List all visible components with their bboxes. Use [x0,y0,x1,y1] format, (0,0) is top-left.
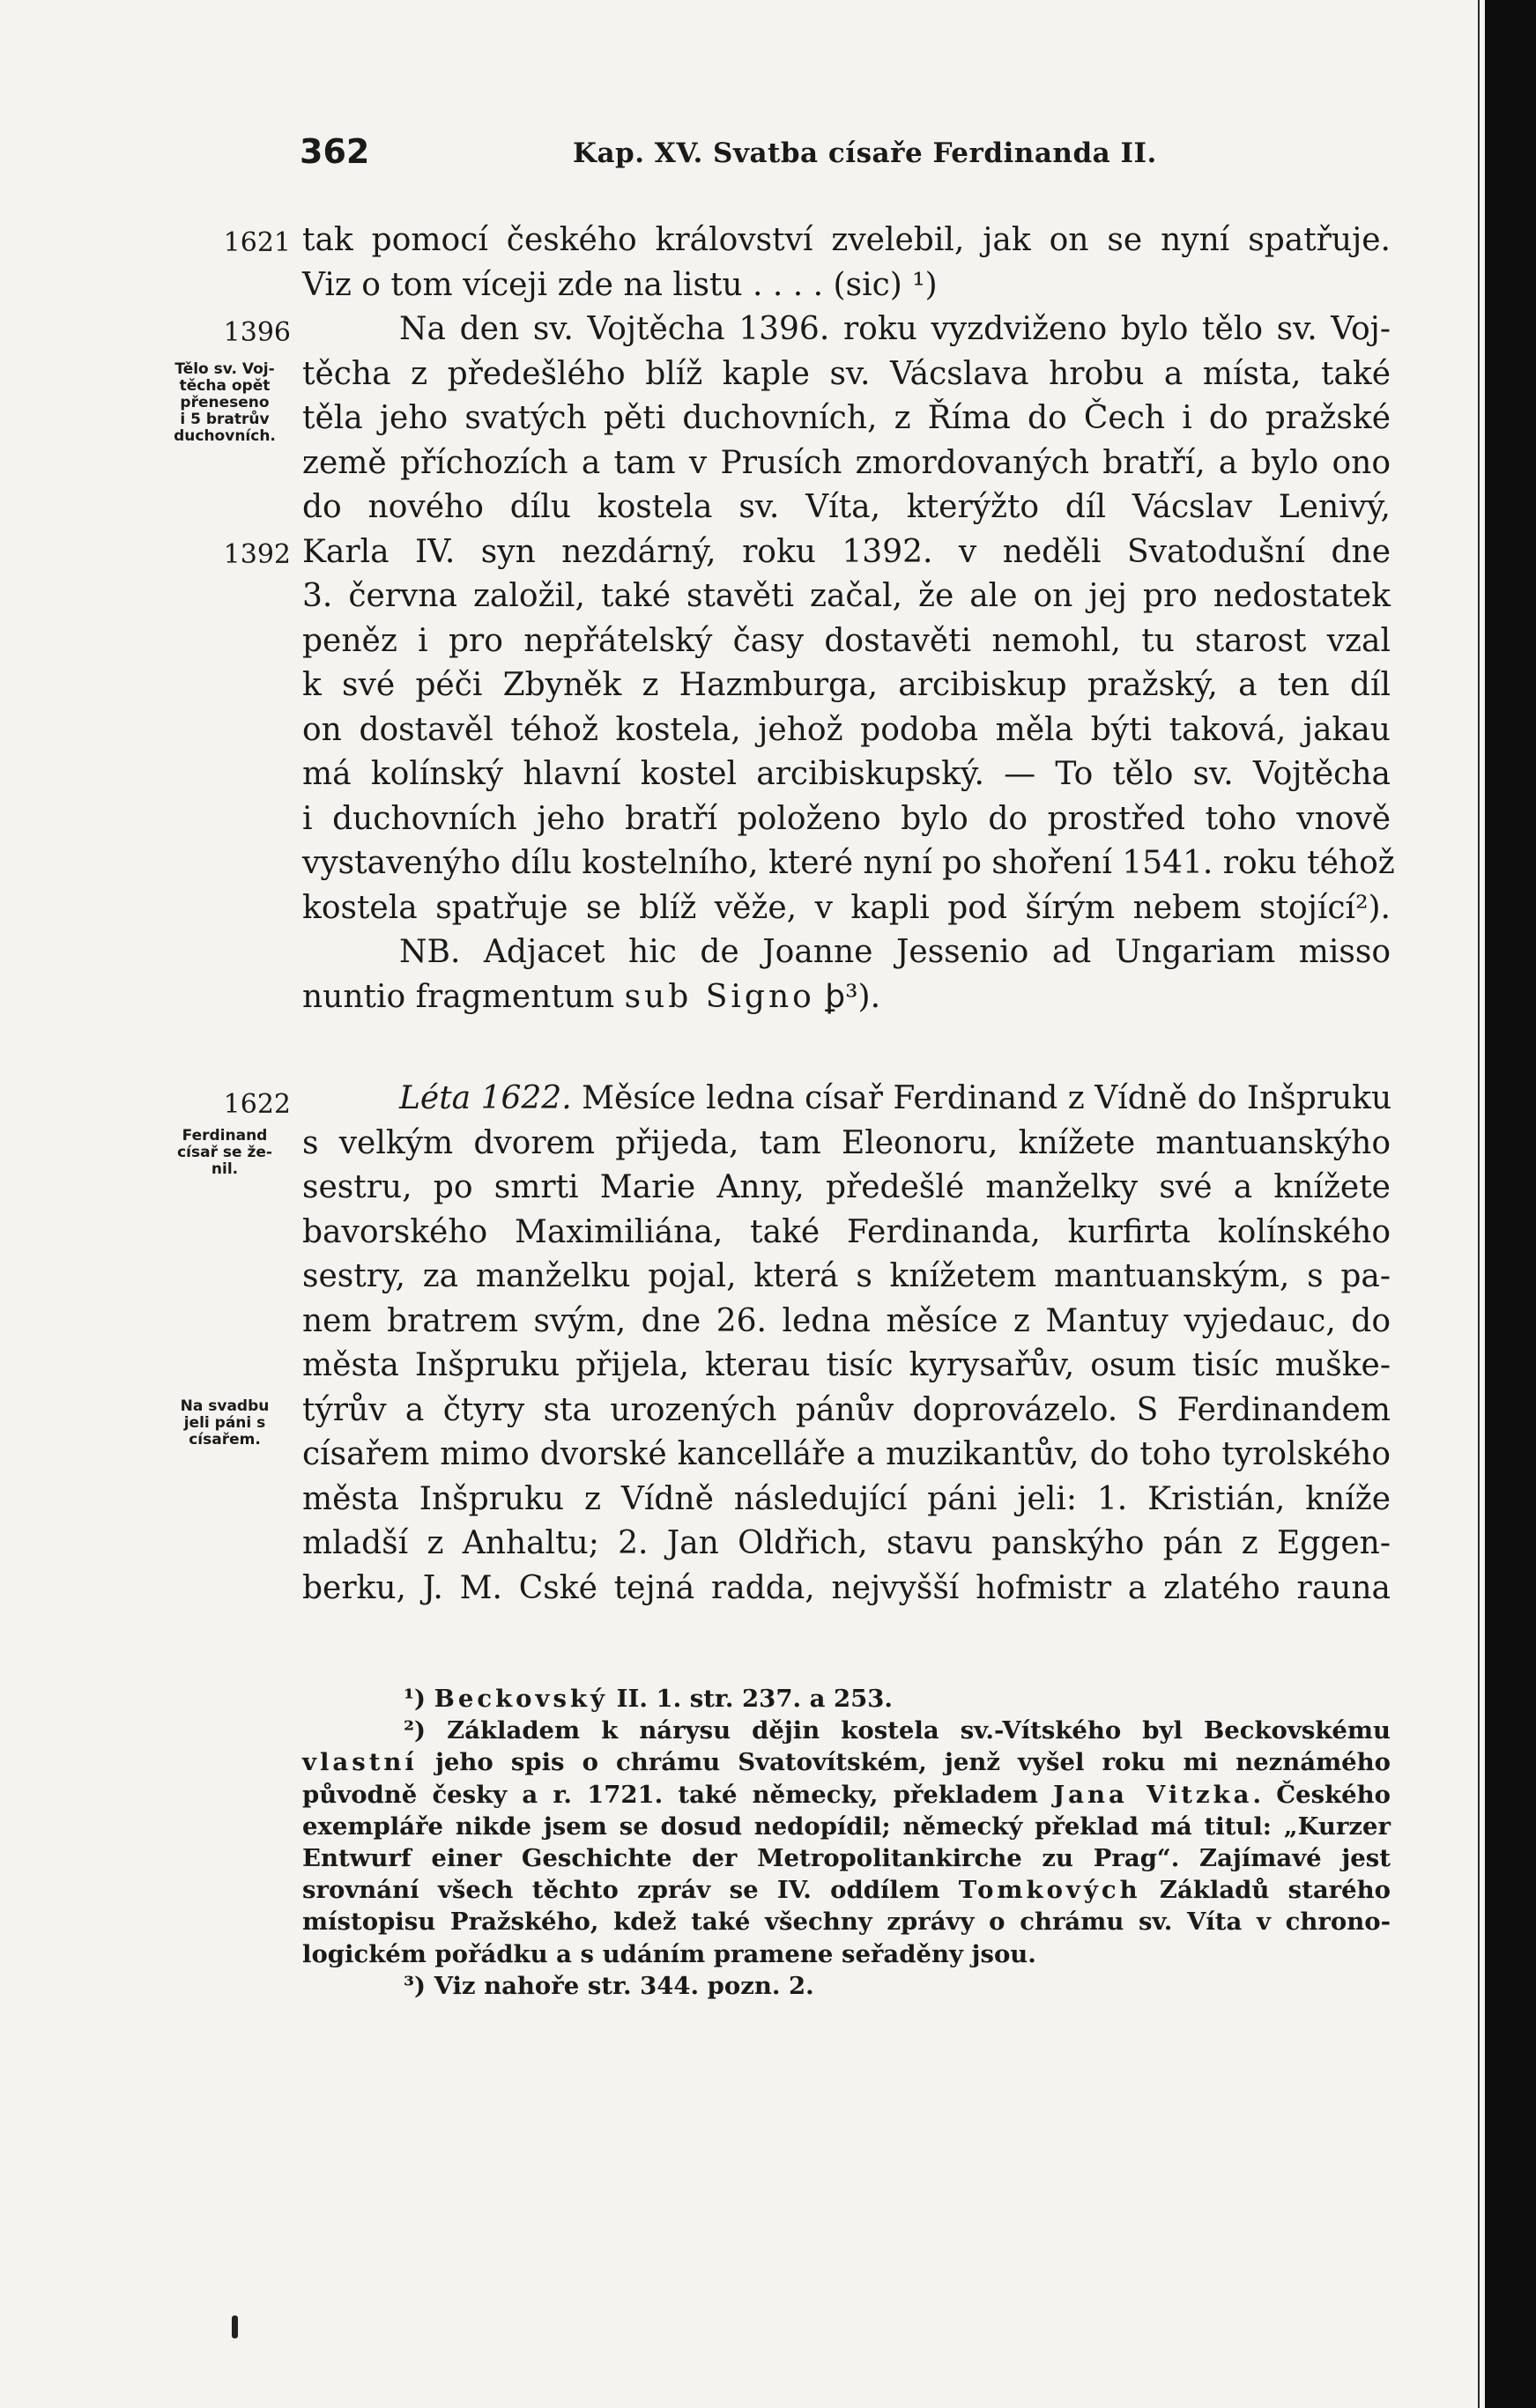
margin-year: 1622 [223,1089,291,1120]
text-line: s velkým dvorem přijeda, tam Eleonoru, knížete mantuanskýho [302,1124,1391,1161]
margin-note-line: císařem. [189,1431,261,1449]
footnote-2-line: logickém pořádku a s udáním pramene seřaděny jsou. [302,1939,1036,1968]
footnote-3: ³) Viz nahoře str. 344. pozn. 2. [404,1971,814,2000]
text-line: kostela spatřuje se blíž věže, v kapli pod šírým nebem stojící²). [302,889,1391,926]
text-line: těcha z předešlého blíž kaple sv. Vácslava hrobu a místa, také [302,355,1391,392]
footnote-text: jeho spis o chrámu Svatovítském, jenž vyšel roku mi neznámého [417,1748,1391,1777]
spaced-text: vlastní [302,1748,418,1777]
scan-border [1485,0,1536,2408]
text-line: peněz i pro nepřátelský časy dostavěti nemohl, tu starost vzal [302,622,1391,659]
margin-note [150,1128,300,1178]
text-line: města Inšpruku přijela, kterau tisíc kyrysařův, osum tisíc muške- [302,1347,1391,1383]
footnote-2-line: exempláře nikde jsem se dosud nedopídil; německý překlad má titul: „Kurzer [302,1812,1391,1841]
text-line: Viz o tom víceji zde na listu . . . . (sic) ¹) [302,266,938,303]
page-number: 362 [300,132,370,171]
text-line: sestru, po smrti Marie Anny, předešlé manželky své a knížete [302,1169,1391,1205]
footnote-text: původně česky a r. 1721. také německy, překladem [302,1780,1054,1809]
ink-mark [232,2315,238,2338]
footnote-text: srovnání všech těchto zpráv se IV. oddílem [302,1876,959,1905]
footnote-2-line [302,1874,1391,1906]
margin-year: 1621 [223,227,291,258]
running-head: Kap. XV. Svatba císaře Ferdinanda II. [573,137,1157,169]
text-line: do nového dílu kostela sv. Víta, kterýžto díl Vácslav Lenivý, [302,489,1391,525]
text-line: berku, J. M. Cské tejná radda, nejvyšší hofmistr a zlatého rauna [302,1569,1391,1606]
footnote-2-line: Entwurf einer Geschichte der Metropolitankirche zu Prag“. Zajímavé jest [302,1844,1391,1873]
text-line: vystavenýho dílu kostelního, které nyní po shoření 1541. roku téhož [302,845,1395,881]
margin-note-line: těcha opět [179,377,271,395]
author-name: Beckovský [434,1685,609,1713]
margin-note-line: Ferdinand [182,1127,268,1145]
margin-note [150,1398,300,1449]
spaced-text: sub Signo [624,978,815,1015]
text-line: tak pomocí českého království zvelebil, jak on se nyní spatřuje. [302,222,1391,258]
footnote-2-line [302,1779,1391,1811]
text-line [302,975,1391,1020]
text-fragment: nuntio fragmentum [302,978,615,1015]
text-line: on dostavěl téhož kostela, jehož podoba měla býti taková, jakau [302,711,1391,748]
text-line: země příchozích a tam v Prusích zmordovaných bratří, a bylo ono [302,444,1391,481]
margin-note-line: i 5 bratrův [180,411,270,428]
footnote-2-line: ²) Základem k nárysu dějin kostela sv.-Vítského byl Beckovskému [404,1716,1391,1745]
margin-note-line: jeli páni s [183,1414,266,1432]
text-line: císařem mimo dvorské kancelláře a muzikantův, do toho tyrolského [302,1436,1391,1472]
text-line: k své péči Zbyněk z Hazmburga, arcibiskup pražský, a ten díl [302,667,1391,703]
translator-name: Jana Vitzka [1053,1780,1253,1809]
text-line: Karla IV. syn nezdárný, roku 1392. v neděli Svatodušní dne [302,533,1391,570]
margin-note [150,361,300,445]
footnote-text: Základů starého [1140,1876,1391,1905]
text-line: 3. června založil, také stavěti začal, že ale on jej pro nedostatek [302,578,1391,614]
text-line: nem bratrem svým, dne 26. ledna měsíce z Mantuy vyjedauc, do [302,1302,1391,1339]
text-line: NB. Adjacet hic de Joanne Jessenio ad Ungariam misso [399,934,1391,970]
margin-note-line: nil. [211,1160,239,1178]
page-header [300,132,1392,176]
year-heading: Léta 1622. [399,1080,572,1116]
text-line [302,1611,1391,1656]
text-line: Na den sv. Vojtěcha 1396. roku vyzdviženo bylo tělo sv. Voj- [399,311,1391,347]
footnote-2-line [302,1746,1391,1778]
footnote-marker: ¹) [404,1685,434,1713]
text-line: těla jeho svatých pěti duchovních, z Říma do Čech i do pražské [302,400,1391,436]
margin-note-line: přeneseno [180,394,270,411]
margin-note-line: Tělo sv. Voj- [174,360,275,378]
margin-note-line: duchovních. [174,427,276,445]
text-line: bavorského Maximiliána, také Ferdinanda, kurfirta kolínského [302,1213,1391,1250]
footnote-2-line: místopisu Pražského, kdež také všechny zprávy o chrámu sv. Víta v chrono- [302,1908,1391,1937]
margin-note-line: císař se že- [177,1144,272,1161]
text-line: sestry, za manželku pojal, která s knížetem mantuanským, s pa- [302,1258,1391,1294]
text-line [302,1077,1391,1122]
margin-year: 1396 [223,317,291,348]
text-line: i duchovních jeho bratří položeno bylo do prostřed toho vnově [302,800,1391,837]
footnote-text: . Českého [1252,1780,1391,1809]
margin-year: 1392 [223,539,291,570]
text-line: týrův a čtyry sta urozených pánův doprovázelo. S Ferdinandem [302,1391,1391,1428]
footnotes [302,1683,1391,2002]
signo-mark: ꝧ³). [825,978,881,1015]
text-line: má kolínský hlavní kostel arcibiskupský. — To tělo sv. Vojtěcha [302,756,1391,792]
footnote-1 [302,1683,1391,1715]
author-name: Tomkových [958,1876,1141,1905]
body-text [302,1077,1391,1656]
body-text [302,219,1395,1019]
text-fragment: Měsíce ledna císař Ferdinand z Vídně do Inšpruku [582,1080,1392,1116]
text-line: mladší z Anhaltu; 2. Jan Oldřich, stavu panskýho pán z Eggen- [302,1525,1391,1561]
page-edge-line [1478,0,1480,2408]
margin-note-line: Na svadbu [180,1397,270,1415]
footnote-text: II. 1. str. 237. a 253. [608,1685,893,1713]
text-line: města Inšpruku z Vídně následující páni jeli: 1. Kristián, kníže [302,1480,1391,1517]
